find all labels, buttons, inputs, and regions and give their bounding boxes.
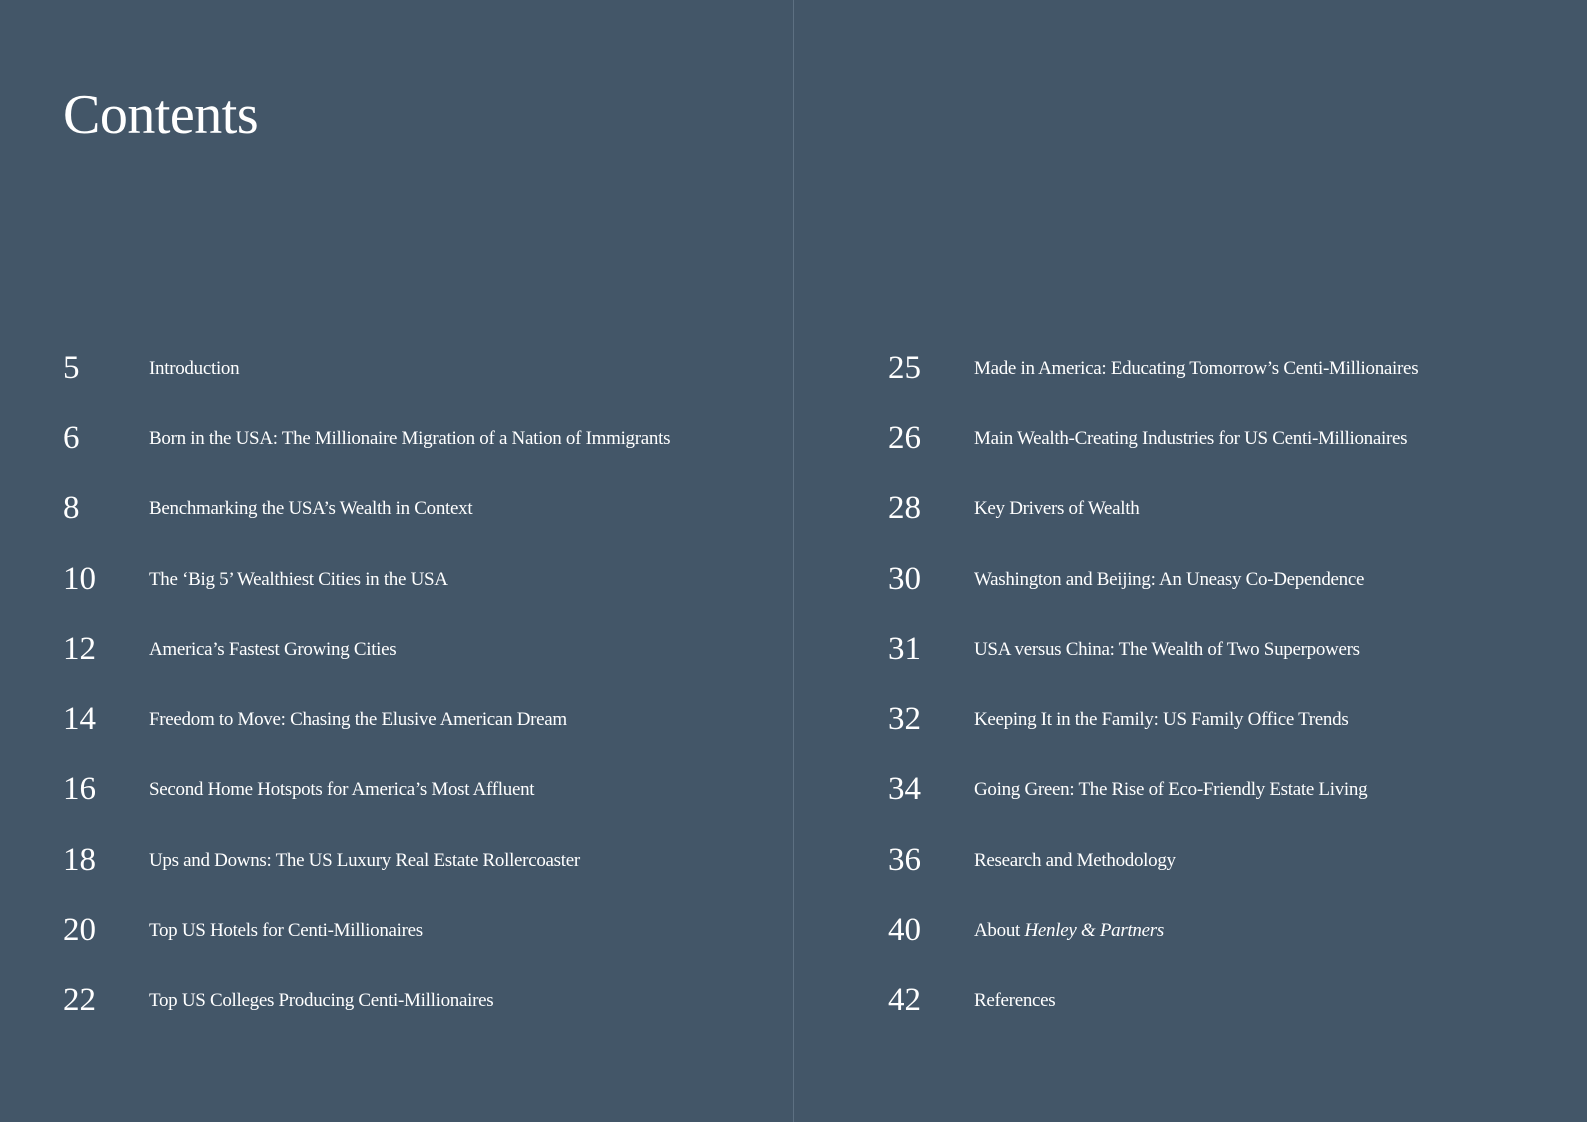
toc-entry-title: Benchmarking the USA’s Wealth in Context — [149, 498, 473, 520]
toc-entry-title — [974, 921, 1164, 940]
toc-page-number: 6 — [63, 419, 80, 456]
toc-item[interactable] — [888, 614, 1418, 684]
toc-page-number: 20 — [63, 912, 96, 949]
toc-item[interactable] — [63, 474, 670, 544]
toc-item[interactable] — [888, 544, 1418, 614]
toc-item[interactable] — [888, 474, 1418, 544]
toc-page-number: 22 — [63, 982, 96, 1019]
page-title: Contents — [63, 84, 259, 146]
toc-page-number: 32 — [888, 701, 921, 738]
toc-entry-title: Made in America: Educating Tomorrow’s Centi-Millionaires — [974, 357, 1419, 379]
toc-page-number: 18 — [63, 841, 96, 878]
toc-item[interactable] — [888, 895, 1418, 965]
toc-item[interactable] — [63, 403, 670, 473]
toc-entry-title: Key Drivers of Wealth — [974, 498, 1140, 520]
toc-item[interactable] — [63, 544, 670, 614]
toc-item[interactable] — [63, 333, 670, 403]
toc-item[interactable] — [63, 684, 670, 754]
toc-item[interactable] — [888, 333, 1418, 403]
toc-item[interactable] — [888, 966, 1418, 1036]
toc-entry-title-emphasis: Henley & Partners — [1024, 920, 1164, 942]
toc-entry-title: Top US Hotels for Centi-Millionaires — [149, 920, 423, 942]
toc-item[interactable] — [63, 895, 670, 965]
toc-page-number: 36 — [888, 841, 921, 878]
toc-item[interactable] — [888, 403, 1418, 473]
toc-page-number: 16 — [63, 771, 96, 808]
toc-page-number: 25 — [888, 349, 921, 386]
toc-page-number: 26 — [888, 419, 921, 456]
toc-item[interactable] — [63, 966, 670, 1036]
toc-entry-title: Ups and Downs: The US Luxury Real Estate Rollercoaster — [149, 849, 580, 871]
left-page — [0, 0, 793, 1122]
toc-entry-title: Second Home Hotspots for America’s Most Affluent — [149, 779, 535, 801]
toc-entry-title: Top US Colleges Producing Centi-Millionaires — [149, 990, 494, 1012]
toc-item[interactable] — [63, 614, 670, 684]
toc-page-number: 40 — [888, 912, 921, 949]
toc-list-left — [63, 333, 670, 1036]
toc-page-number: 30 — [888, 560, 921, 597]
toc-entry-title: Keeping It in the Family: US Family Office Trends — [974, 709, 1349, 731]
toc-item[interactable] — [63, 825, 670, 895]
toc-entry-title: Introduction — [149, 357, 240, 379]
toc-entry-title: References — [974, 990, 1056, 1012]
toc-page-number: 28 — [888, 490, 921, 527]
toc-page-number: 31 — [888, 630, 921, 667]
toc-entry-title: USA versus China: The Wealth of Two Superpowers — [974, 638, 1360, 660]
toc-item[interactable] — [888, 755, 1418, 825]
toc-page-number: 42 — [888, 982, 921, 1019]
toc-entry-title: Going Green: The Rise of Eco-Friendly Estate Living — [974, 779, 1368, 801]
toc-item[interactable] — [888, 825, 1418, 895]
toc-page-number: 34 — [888, 771, 921, 808]
right-page — [794, 0, 1587, 1122]
toc-page-number: 8 — [63, 490, 80, 527]
toc-entry-title: The ‘Big 5’ Wealthiest Cities in the USA — [149, 568, 448, 590]
toc-entry-title: Research and Methodology — [974, 849, 1176, 871]
toc-page-number: 10 — [63, 560, 96, 597]
toc-entry-title-text: About — [974, 920, 1021, 942]
toc-entry-title: Main Wealth-Creating Industries for US Centi-Millionaires — [974, 427, 1408, 449]
toc-page-number: 14 — [63, 701, 96, 738]
toc-entry-title: America’s Fastest Growing Cities — [149, 638, 397, 660]
toc-entry-title: Born in the USA: The Millionaire Migration of a Nation of Immigrants — [149, 427, 671, 449]
toc-list-right — [888, 333, 1418, 1036]
toc-page-number: 5 — [63, 349, 80, 386]
toc-entry-title: Freedom to Move: Chasing the Elusive American Dream — [149, 709, 567, 731]
toc-entry-title: Washington and Beijing: An Uneasy Co-Dependence — [974, 568, 1365, 590]
toc-item[interactable] — [888, 684, 1418, 754]
toc-page-number: 12 — [63, 630, 96, 667]
toc-item[interactable] — [63, 755, 670, 825]
